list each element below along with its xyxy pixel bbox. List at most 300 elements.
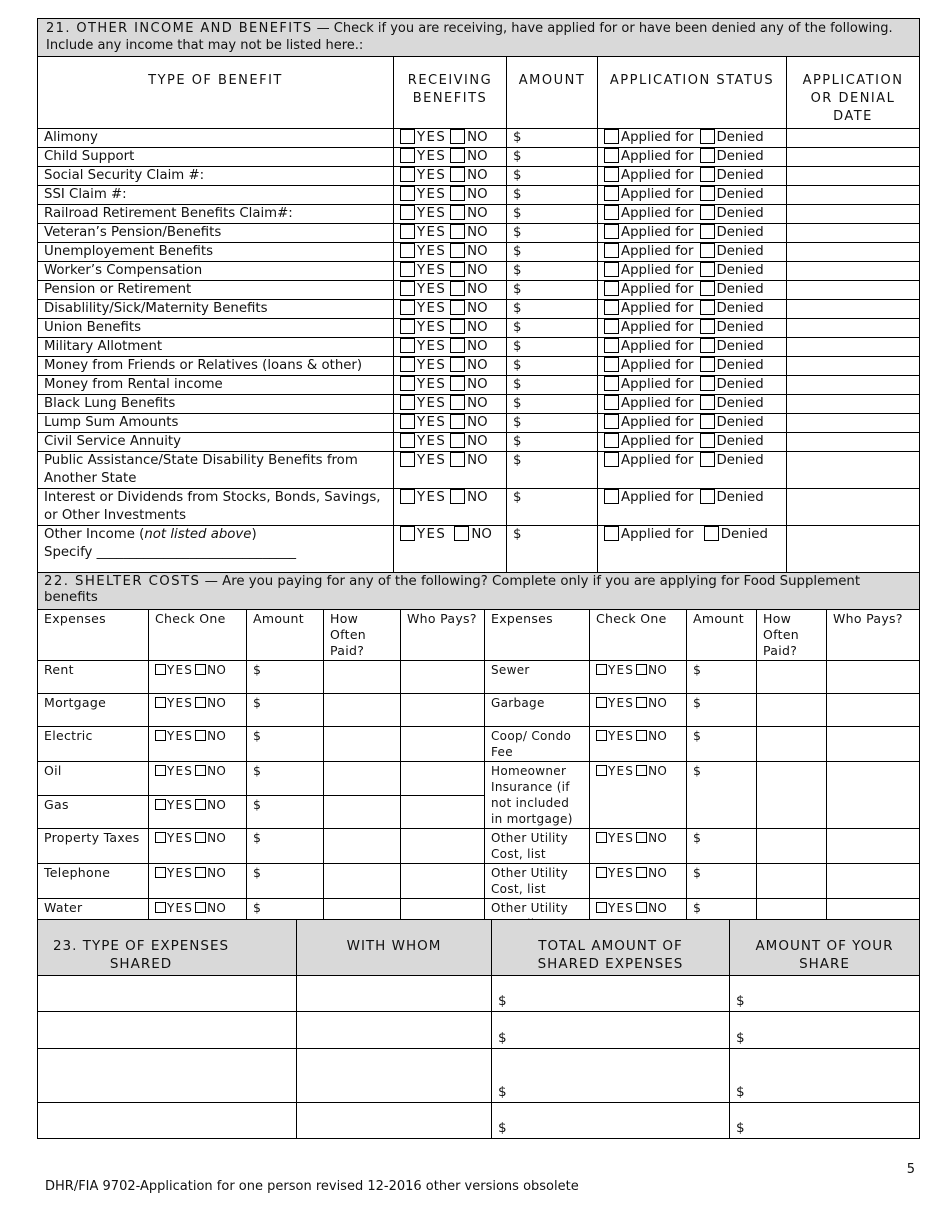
right-yes-checkbox[interactable] xyxy=(596,664,607,675)
right-yes-checkbox[interactable] xyxy=(596,765,607,776)
dollar-sign: $ xyxy=(253,830,262,845)
date-field[interactable] xyxy=(787,300,920,319)
no-checkbox[interactable] xyxy=(450,129,465,144)
no-checkbox[interactable] xyxy=(450,357,465,372)
yes-checkbox[interactable] xyxy=(400,129,415,144)
denied-checkbox[interactable] xyxy=(700,395,715,410)
hdr-total-shared: TOTAL AMOUNT OF SHARED EXPENSES xyxy=(492,920,730,976)
no-checkbox[interactable] xyxy=(450,243,465,258)
no-checkbox[interactable] xyxy=(450,281,465,296)
denied-checkbox[interactable] xyxy=(700,129,715,144)
shelter-amount-field[interactable] xyxy=(687,661,757,694)
applied-label: Applied for xyxy=(621,282,694,297)
other-income-specify-field[interactable]: Specify ______________________________ xyxy=(44,545,297,560)
denied-checkbox[interactable] xyxy=(700,243,715,258)
applied-label: Applied for xyxy=(621,490,694,505)
yes-checkbox[interactable] xyxy=(400,243,415,258)
how-often-field[interactable] xyxy=(757,661,827,694)
no-checkbox[interactable] xyxy=(450,489,465,504)
shelter-garbage: Garbage xyxy=(485,694,590,727)
applied-checkbox[interactable] xyxy=(604,205,619,220)
date-field[interactable] xyxy=(787,167,920,186)
applied-checkbox[interactable] xyxy=(604,300,619,315)
who-pays-field[interactable] xyxy=(401,829,485,864)
yes-checkbox[interactable] xyxy=(400,205,415,220)
denied-checkbox[interactable] xyxy=(700,357,715,372)
yes-label: YES xyxy=(608,764,635,778)
yes-label: YES xyxy=(167,663,194,677)
who-pays-field[interactable] xyxy=(401,864,485,899)
amount-field[interactable] xyxy=(507,129,598,148)
no-checkbox[interactable] xyxy=(450,433,465,448)
yes-label: YES xyxy=(417,168,447,183)
no-checkbox[interactable] xyxy=(450,300,465,315)
yes-checkbox[interactable] xyxy=(400,167,415,182)
other-income-italic: not listed above xyxy=(144,527,252,542)
right-no-checkbox[interactable] xyxy=(636,902,647,913)
date-field[interactable] xyxy=(787,186,920,205)
shared-total-field[interactable] xyxy=(492,1012,730,1049)
applied-label: Applied for xyxy=(621,301,694,316)
dollar-sign: $ xyxy=(693,695,702,710)
benefit-row xyxy=(38,319,920,338)
left-no-checkbox[interactable] xyxy=(195,765,206,776)
denied-label: Denied xyxy=(716,168,764,183)
denied-label: Denied xyxy=(716,263,764,278)
no-checkbox[interactable] xyxy=(450,148,465,163)
benefit-black-lung-benefits: Black Lung Benefits xyxy=(38,395,394,414)
date-field[interactable] xyxy=(787,395,920,414)
no-label: NO xyxy=(467,206,488,221)
yes-checkbox[interactable] xyxy=(400,338,415,353)
right-yes-checkbox[interactable] xyxy=(596,697,607,708)
amount-field[interactable] xyxy=(507,205,598,224)
denied-checkbox[interactable] xyxy=(700,167,715,182)
right-no-checkbox[interactable] xyxy=(636,730,647,741)
no-label: NO xyxy=(467,396,488,411)
no-checkbox[interactable] xyxy=(450,319,465,334)
dollar-sign: $ xyxy=(498,993,507,1009)
amount-field[interactable] xyxy=(507,262,598,281)
shelter-other-utility-cost-list: Other Utility Cost, list xyxy=(485,864,590,899)
left-no-checkbox[interactable] xyxy=(195,697,206,708)
who-pays-field[interactable] xyxy=(827,762,920,829)
no-checkbox[interactable] xyxy=(450,452,465,467)
how-often-field[interactable] xyxy=(324,864,401,899)
denied-checkbox[interactable] xyxy=(700,224,715,239)
amount-field[interactable] xyxy=(507,395,598,414)
left-yes-checkbox[interactable] xyxy=(155,867,166,878)
applied-label: Applied for xyxy=(621,527,694,542)
how-often-field[interactable] xyxy=(324,829,401,864)
yes-label: YES xyxy=(608,729,635,743)
shared-type-field[interactable] xyxy=(38,976,297,1012)
denied-checkbox[interactable] xyxy=(700,319,715,334)
dollar-sign: $ xyxy=(513,263,522,278)
denied-checkbox[interactable] xyxy=(700,300,715,315)
left-yes-checkbox[interactable] xyxy=(155,902,166,913)
denied-label: Denied xyxy=(716,301,764,316)
date-field[interactable] xyxy=(787,489,920,526)
dollar-sign: $ xyxy=(253,865,262,880)
dollar-sign: $ xyxy=(693,830,702,845)
shelter-homeowner-insurance-if-not-included-in-mortgage: Homeowner Insurance (if not included in mortgage) xyxy=(485,762,590,829)
yes-checkbox[interactable] xyxy=(400,224,415,239)
left-no-checkbox[interactable] xyxy=(195,832,206,843)
other-income-table xyxy=(37,18,920,581)
amount-field[interactable] xyxy=(507,300,598,319)
who-pays-field[interactable] xyxy=(401,661,485,694)
shelter-row xyxy=(38,727,920,762)
date-field[interactable] xyxy=(787,319,920,338)
no-label: NO xyxy=(648,866,668,880)
how-often-field[interactable] xyxy=(324,796,401,829)
applied-checkbox[interactable] xyxy=(604,148,619,163)
benefit-child-support: Child Support xyxy=(38,148,394,167)
shared-your-share-field[interactable] xyxy=(730,1103,920,1139)
left-yes-checkbox[interactable] xyxy=(155,765,166,776)
shelter-amount-field[interactable] xyxy=(687,864,757,899)
who-pays-field[interactable] xyxy=(827,864,920,899)
applied-checkbox[interactable] xyxy=(604,395,619,410)
applied-checkbox[interactable] xyxy=(604,186,619,201)
dollar-sign: $ xyxy=(736,1030,745,1046)
no-label: NO xyxy=(467,301,488,316)
amount-field[interactable] xyxy=(507,224,598,243)
left-yes-checkbox[interactable] xyxy=(155,664,166,675)
no-checkbox[interactable] xyxy=(450,262,465,277)
no-label: NO xyxy=(467,453,488,468)
no-label: NO xyxy=(471,527,492,542)
shared-your-share-field[interactable] xyxy=(730,1049,920,1103)
benefit-military-allotment: Military Allotment xyxy=(38,338,394,357)
denied-checkbox[interactable] xyxy=(700,186,715,201)
yes-label: YES xyxy=(417,130,447,145)
shelter-oil: Oil xyxy=(38,762,149,796)
right-yes-checkbox[interactable] xyxy=(596,832,607,843)
hdr-type-text: 23. TYPE OF EXPENSES SHARED xyxy=(52,938,230,972)
who-pays-field[interactable] xyxy=(401,796,485,829)
how-often-field[interactable] xyxy=(757,762,827,829)
shared-with-whom-field[interactable] xyxy=(297,1103,492,1139)
shared-total-field[interactable] xyxy=(492,1103,730,1139)
denied-label: Denied xyxy=(716,282,764,297)
yes-label: YES xyxy=(417,263,447,278)
denied-label: Denied xyxy=(716,339,764,354)
yes-label: YES xyxy=(417,301,447,316)
denied-checkbox[interactable] xyxy=(704,526,719,541)
yes-checkbox[interactable] xyxy=(400,319,415,334)
amount-field[interactable] xyxy=(507,186,598,205)
benefit-row xyxy=(38,167,920,186)
no-checkbox[interactable] xyxy=(450,167,465,182)
how-often-field[interactable] xyxy=(324,661,401,694)
yes-label: YES xyxy=(608,663,635,677)
who-pays-field[interactable] xyxy=(401,694,485,727)
shared-total-field[interactable] xyxy=(492,976,730,1012)
applied-checkbox[interactable] xyxy=(604,281,619,296)
no-checkbox[interactable] xyxy=(450,338,465,353)
left-no-checkbox[interactable] xyxy=(195,902,206,913)
dollar-sign: $ xyxy=(693,763,702,778)
right-no-checkbox[interactable] xyxy=(636,832,647,843)
benefit-row xyxy=(38,395,920,414)
no-label: NO xyxy=(467,320,488,335)
applied-checkbox[interactable] xyxy=(604,433,619,448)
shelter-amount-field[interactable] xyxy=(687,727,757,762)
dollar-sign: $ xyxy=(693,728,702,743)
amount-field[interactable] xyxy=(507,489,598,526)
no-checkbox[interactable] xyxy=(454,526,469,541)
dollar-sign: $ xyxy=(513,168,522,183)
dollar-sign: $ xyxy=(736,993,745,1009)
shelter-other-utility-cost-list: Other Utility Cost, list xyxy=(485,829,590,864)
hdr-how-often-left: How Often Paid? xyxy=(324,610,401,661)
right-no-checkbox[interactable] xyxy=(636,697,647,708)
denied-checkbox[interactable] xyxy=(700,433,715,448)
benefit-row xyxy=(38,243,920,262)
left-no-checkbox[interactable] xyxy=(195,664,206,675)
shared-expense-row xyxy=(38,976,920,1012)
other-income-close: ) xyxy=(251,527,257,542)
right-no-checkbox[interactable] xyxy=(636,867,647,878)
date-field[interactable] xyxy=(787,148,920,167)
no-label: NO xyxy=(207,798,227,812)
amount-field[interactable] xyxy=(507,281,598,300)
left-yes-checkbox[interactable] xyxy=(155,799,166,810)
benefit-pension-or-retirement: Pension or Retirement xyxy=(38,281,394,300)
header-application-status: APPLICATION STATUS xyxy=(598,57,787,129)
no-label: NO xyxy=(207,866,227,880)
left-no-checkbox[interactable] xyxy=(195,867,206,878)
left-yes-checkbox[interactable] xyxy=(155,730,166,741)
applied-label: Applied for xyxy=(621,320,694,335)
shelter-amount-field[interactable] xyxy=(247,661,324,694)
amount-field[interactable] xyxy=(507,167,598,186)
denied-checkbox[interactable] xyxy=(700,452,715,467)
how-often-field[interactable] xyxy=(757,864,827,899)
dollar-sign: $ xyxy=(253,797,262,812)
applied-checkbox[interactable] xyxy=(604,224,619,239)
applied-checkbox[interactable] xyxy=(604,489,619,504)
denied-checkbox[interactable] xyxy=(700,414,715,429)
right-no-checkbox[interactable] xyxy=(636,664,647,675)
amount-field[interactable] xyxy=(507,357,598,376)
dollar-sign: $ xyxy=(736,1120,745,1136)
denied-label: Denied xyxy=(716,377,764,392)
benefit-row xyxy=(38,357,920,376)
amount-field[interactable] xyxy=(507,433,598,452)
applied-checkbox[interactable] xyxy=(604,262,619,277)
how-often-field[interactable] xyxy=(757,829,827,864)
benefit-row xyxy=(38,129,920,148)
shared-your-share-field[interactable] xyxy=(730,976,920,1012)
date-field[interactable] xyxy=(787,357,920,376)
dollar-sign: $ xyxy=(253,900,262,915)
no-checkbox[interactable] xyxy=(450,224,465,239)
right-yes-checkbox[interactable] xyxy=(596,730,607,741)
shelter-amount-field[interactable] xyxy=(247,829,324,864)
date-field[interactable] xyxy=(787,338,920,357)
benefit-unemployement-benefits: Unemployement Benefits xyxy=(38,243,394,262)
date-field[interactable] xyxy=(787,262,920,281)
denied-checkbox[interactable] xyxy=(700,489,715,504)
shelter-amount-field[interactable] xyxy=(247,694,324,727)
how-often-field[interactable] xyxy=(324,694,401,727)
shared-type-field[interactable] xyxy=(38,1012,297,1049)
date-field[interactable] xyxy=(787,129,920,148)
yes-checkbox[interactable] xyxy=(400,262,415,277)
denied-checkbox[interactable] xyxy=(700,148,715,163)
no-label: NO xyxy=(648,831,668,845)
denied-checkbox[interactable] xyxy=(700,205,715,220)
benefit-union-benefits: Union Benefits xyxy=(38,319,394,338)
denied-checkbox[interactable] xyxy=(700,338,715,353)
left-no-checkbox[interactable] xyxy=(195,799,206,810)
shared-type-field[interactable] xyxy=(38,1049,297,1103)
applied-checkbox[interactable] xyxy=(604,129,619,144)
benefit-railroad-retirement-benefits-claim: Railroad Retirement Benefits Claim#: xyxy=(38,205,394,224)
yes-checkbox[interactable] xyxy=(400,395,415,410)
date-field[interactable] xyxy=(787,452,920,489)
date-field[interactable] xyxy=(787,414,920,433)
yes-checkbox[interactable] xyxy=(400,414,415,429)
yes-checkbox[interactable] xyxy=(400,148,415,163)
yes-checkbox[interactable] xyxy=(400,452,415,467)
shared-total-field[interactable] xyxy=(492,1049,730,1103)
shelter-amount-field[interactable] xyxy=(687,762,757,829)
applied-checkbox[interactable] xyxy=(604,414,619,429)
shelter-mortgage: Mortgage xyxy=(38,694,149,727)
amount-field[interactable] xyxy=(507,148,598,167)
right-yes-checkbox[interactable] xyxy=(596,902,607,913)
who-pays-field[interactable] xyxy=(827,829,920,864)
yes-label: YES xyxy=(417,434,447,449)
amount-field[interactable] xyxy=(507,243,598,262)
shared-with-whom-field[interactable] xyxy=(297,1012,492,1049)
how-often-field[interactable] xyxy=(324,762,401,796)
right-no-checkbox[interactable] xyxy=(636,765,647,776)
yes-label: YES xyxy=(167,901,194,915)
section-21-header xyxy=(38,19,920,57)
right-yes-checkbox[interactable] xyxy=(596,867,607,878)
amount-field[interactable] xyxy=(507,452,598,489)
no-checkbox[interactable] xyxy=(450,205,465,220)
date-field[interactable] xyxy=(787,224,920,243)
who-pays-field[interactable] xyxy=(827,661,920,694)
shelter-coop-condo-fee: Coop/ Condo Fee xyxy=(485,727,590,762)
who-pays-field[interactable] xyxy=(827,727,920,762)
yes-checkbox[interactable] xyxy=(400,433,415,448)
benefit-lump-sum-amounts: Lump Sum Amounts xyxy=(38,414,394,433)
who-pays-field[interactable] xyxy=(401,762,485,796)
yes-label: YES xyxy=(417,187,447,202)
date-field[interactable] xyxy=(787,376,920,395)
amount-field[interactable] xyxy=(507,376,598,395)
no-checkbox[interactable] xyxy=(450,395,465,410)
date-field[interactable] xyxy=(787,433,920,452)
hdr-expenses-left: Expenses xyxy=(38,610,149,661)
denied-label: Denied xyxy=(716,130,764,145)
applied-checkbox[interactable] xyxy=(604,243,619,258)
applied-label: Applied for xyxy=(621,130,694,145)
no-checkbox[interactable] xyxy=(450,414,465,429)
applied-checkbox[interactable] xyxy=(604,338,619,353)
who-pays-field[interactable] xyxy=(401,727,485,762)
shelter-amount-field[interactable] xyxy=(247,727,324,762)
amount-field[interactable] xyxy=(507,338,598,357)
benefit-interest-or-dividends-from-stocks-bonds-savings-or-other-investments: Interest or Dividends from Stocks, Bonds, Savings, or Other Investments xyxy=(38,489,394,526)
shelter-amount-field[interactable] xyxy=(247,796,324,829)
denied-checkbox[interactable] xyxy=(700,281,715,296)
yes-checkbox[interactable] xyxy=(400,281,415,296)
shared-with-whom-field[interactable] xyxy=(297,1049,492,1103)
yes-checkbox[interactable] xyxy=(400,526,415,541)
date-field[interactable] xyxy=(787,281,920,300)
how-often-field[interactable] xyxy=(757,694,827,727)
yes-label: YES xyxy=(608,901,635,915)
applied-checkbox[interactable] xyxy=(604,452,619,467)
yes-label: YES xyxy=(417,527,447,542)
shelter-amount-field[interactable] xyxy=(247,762,324,796)
how-often-field[interactable] xyxy=(324,727,401,762)
shelter-amount-field[interactable] xyxy=(247,864,324,899)
yes-checkbox[interactable] xyxy=(400,300,415,315)
left-yes-checkbox[interactable] xyxy=(155,697,166,708)
benefit-row xyxy=(38,262,920,281)
applied-checkbox[interactable] xyxy=(604,376,619,391)
denied-checkbox[interactable] xyxy=(700,376,715,391)
applied-checkbox[interactable] xyxy=(604,319,619,334)
yes-label: YES xyxy=(417,490,447,505)
how-often-field[interactable] xyxy=(757,727,827,762)
applied-checkbox[interactable] xyxy=(604,167,619,182)
yes-checkbox[interactable] xyxy=(400,376,415,391)
who-pays-field[interactable] xyxy=(827,694,920,727)
shelter-amount-field[interactable] xyxy=(687,694,757,727)
hdr-check-right: Check One xyxy=(590,610,687,661)
applied-checkbox[interactable] xyxy=(604,526,619,541)
shared-type-field[interactable] xyxy=(38,1103,297,1139)
applied-label: Applied for xyxy=(621,396,694,411)
no-label: NO xyxy=(648,663,668,677)
shelter-amount-field[interactable] xyxy=(687,829,757,864)
yes-checkbox[interactable] xyxy=(400,489,415,504)
yes-label: YES xyxy=(417,396,447,411)
applied-label: Applied for xyxy=(621,377,694,392)
applied-checkbox[interactable] xyxy=(604,357,619,372)
amount-field[interactable] xyxy=(507,414,598,433)
left-yes-checkbox[interactable] xyxy=(155,832,166,843)
date-field[interactable] xyxy=(787,205,920,224)
date-field[interactable] xyxy=(787,243,920,262)
no-label: NO xyxy=(467,358,488,373)
yes-checkbox[interactable] xyxy=(400,186,415,201)
yes-label: YES xyxy=(417,225,447,240)
benefit-worker-s-compensation: Worker’s Compensation xyxy=(38,262,394,281)
amount-field[interactable] xyxy=(507,319,598,338)
yes-checkbox[interactable] xyxy=(400,357,415,372)
denied-label: Denied xyxy=(716,358,764,373)
shared-with-whom-field[interactable] xyxy=(297,976,492,1012)
no-label: NO xyxy=(467,149,488,164)
denied-label: Denied xyxy=(716,396,764,411)
no-checkbox[interactable] xyxy=(450,376,465,391)
no-checkbox[interactable] xyxy=(450,186,465,201)
left-no-checkbox[interactable] xyxy=(195,730,206,741)
shared-your-share-field[interactable] xyxy=(730,1012,920,1049)
denied-checkbox[interactable] xyxy=(700,262,715,277)
